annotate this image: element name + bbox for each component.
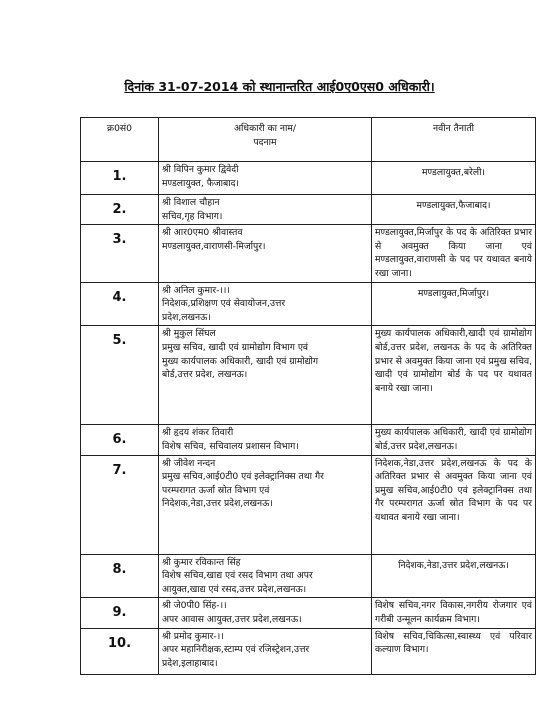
officer-cell [159,225,372,282]
officer-name: श्री विपिन कुमार द्विवेदी [162,164,239,175]
officer-cell [159,628,372,674]
officer-designation: प्रदेश,इलाहाबाद। [162,657,218,669]
officer-designation: परम्परागत ऊर्जा स्रोत विभाग एवं [162,484,270,496]
serial-number: 8. [81,554,159,598]
table-header-row [81,118,536,162]
officer-name: श्री जीवेश नन्दन [162,457,216,469]
header-posting: नवीन तैनाती [372,118,536,162]
officer-name: श्री विशाल चौहान [162,197,220,208]
new-posting: मण्डलायुक्त,मिर्जापुर के पद के अतिरिक्त प्रभार से अवमुक्त किया जाना एवं मण्डलायुक्त,वाराणसी के पद पर यथावत बनाये रखा जाना। [372,225,536,282]
table-row [81,425,536,455]
officer-cell [159,425,372,455]
table-row [81,554,536,598]
officer-name: श्री जे0पी0 सिंह-।। [162,600,227,612]
officer-cell [159,195,372,225]
officer-cell [159,554,372,598]
table-row [81,598,536,628]
officer-name: श्री कुमार रविकान्त सिंह [162,556,241,568]
serial-number: 3. [81,225,159,282]
officer-designation: प्रमुख सचिव,आई0टी0 एवं इलेक्ट्रानिक्स तथा गैर [162,471,324,483]
officer-name: श्री आर0एम0 श्रीवास्तव [162,227,243,239]
table-row [81,455,536,554]
officer-cell [159,598,372,628]
new-posting: मुख्य कार्यपालक अधिकारी,खादी एवं ग्रामोद्योग बोर्ड,उत्तर प्रदेश, लखनऊ के पद के अतिरिक्त प्रभार से अवमुक्त किया जाना एवं प्रमुख सचिव, खादी एवं ग्रामोद्योग बोर्ड के पद पर यथावत बनाये रखा जाना। [372,326,536,425]
officer-cell [159,282,372,326]
new-posting: मण्डलायुक्त,फैजाबाद। [372,195,536,225]
header-officer-line2: पदनाम [253,136,277,148]
officer-designation: सचिव,गृह विभाग। [162,210,223,222]
officer-designation: मण्डलायुक्त, फैजाबाद। [162,177,239,189]
officer-designation: निदेशक,प्रशिक्षण एवं सेवायोजन,उत्तर [162,298,286,310]
officer-designation: बोर्ड,उत्तर प्रदेश, लखनऊ। [162,369,248,381]
serial-number: 5. [81,326,159,425]
page-title-text: दिनांक 31-07-2014 को स्थानान्तरित आई0ए0एस0 अधिकारी। [124,79,435,94]
table-row [81,225,536,282]
transfer-table [80,117,536,675]
officer-designation: मुख्य कार्यपालक अधिकारी, खादी एवं ग्रामोद्योग [162,355,319,367]
serial-number: 1. [81,162,159,195]
officer-designation: आयुक्त,खाद्य एवं रसद,उत्तर प्रदेश,लखनऊ। [162,583,307,595]
new-posting: विशेष सचिव,चिकित्सा,स्वास्थ्य एवं परिवार कल्याण विभाग। [372,628,536,674]
table-row [81,326,536,425]
officer-cell [159,326,372,425]
officer-designation: अपर आवास आयुक्त,उत्तर प्रदेश,लखनऊ। [162,613,302,625]
officer-designation: विशेष सचिव,खाद्य एवं रसद विभाग तथा अपर [162,570,313,582]
table-row [81,282,536,326]
new-posting: मण्डलायुक्त,बरेली। [372,162,536,195]
new-posting: निदेशक,नेडा,उत्तर प्रदेश,लखनऊ के पद के अतिरिक्त प्रभार से अवमुक्त किया जाना एवं प्रमुख सचिव,आई0टी0 एवं इलेक्ट्रानिक्स तथा गैर परम्परागत ऊर्जा स्रोत विभाग के पद पर यथावत बनाये रखा जाना। [372,455,536,554]
officer-designation: निदेशक,नेडा,उत्तर प्रदेश,लखनऊ। [162,498,273,510]
serial-number: 4. [81,282,159,326]
new-posting: निदेशक,नेडा,उत्तर प्रदेश,लखनऊ। [372,554,536,598]
serial-number: 9. [81,598,159,628]
new-posting: मण्डलायुक्त,मिर्जापुर। [372,282,536,326]
officer-designation: अपर महानिरीक्षक,स्टाम्प एवं रजिस्ट्रेशन,उत्तर [162,644,310,656]
officer-cell [159,455,372,554]
officer-name: श्री मुकुल सिंघल [162,328,216,340]
officer-designation: प्रमुख सचिव, खादी एवं ग्रामोद्योग विभाग एवं [162,341,309,353]
serial-number: 10. [81,628,159,674]
table-row [81,162,536,195]
new-posting: मुख्य कार्यपालक अधिकारी, खादी एवं ग्रामोद्योग बोर्ड,उत्तर प्रदेश,लखनऊ। [372,425,536,455]
table-body [81,162,536,675]
header-officer-line1: अधिकारी का नाम/ [234,123,296,134]
officer-designation: मण्डलायुक्त,वाराणसी-मिर्जापुर। [162,240,266,252]
serial-number: 7. [81,455,159,554]
header-serial: क्र0सं0 [81,118,159,162]
officer-name: श्री हृदय शंकर तिवारी [162,427,234,439]
table-row [81,628,536,674]
officer-name: श्री प्रमोद कुमार-।। [162,630,224,642]
header-officer [159,118,372,162]
officer-name: श्री अनिल कुमार-।।। [162,284,230,296]
serial-number: 6. [81,425,159,455]
new-posting: विशेष सचिव,नगर विकास,नगरीय रोजगार एवं गरीबी उन्मूलन कार्यक्रम विभाग। [372,598,536,628]
officer-designation: विशेष सचिव, सचिवालय प्रशासन विभाग। [162,440,299,452]
serial-number: 2. [81,195,159,225]
table-row [81,195,536,225]
page-title [0,78,559,95]
officer-designation: प्रदेश,लखनऊ। [162,311,211,323]
officer-cell [159,162,372,195]
